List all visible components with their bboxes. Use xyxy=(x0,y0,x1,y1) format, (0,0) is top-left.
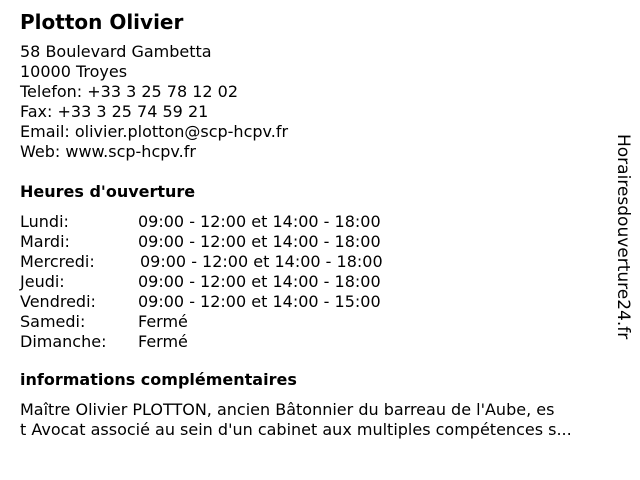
time-value: Fermé xyxy=(138,332,188,351)
address-street: 58 Boulevard Gambetta xyxy=(20,42,212,61)
hours-row-dimanche xyxy=(20,332,610,352)
time-value: Fermé xyxy=(138,312,188,331)
hours-row-lundi xyxy=(20,212,610,232)
watermark-text: Horairesdouverture24.fr xyxy=(613,134,633,340)
time-value: 09:00 - 12:00 et 14:00 - 18:00 xyxy=(138,212,381,231)
day-label: Dimanche: xyxy=(20,332,107,351)
business-name: Plotton Olivier xyxy=(20,10,184,34)
info-text-line-2: t Avocat associé au sein d'un cabinet aux multiples compétences s... xyxy=(20,420,572,439)
day-label: Samedi: xyxy=(20,312,86,331)
time-value: 09:00 - 12:00 et 14:00 - 18:00 xyxy=(138,232,381,251)
address-city: 10000 Troyes xyxy=(20,62,128,81)
contact-block xyxy=(20,42,610,162)
hours-row-vendredi xyxy=(20,292,610,312)
hours-row-jeudi xyxy=(20,272,610,292)
day-label: Jeudi: xyxy=(20,272,65,291)
hours-heading: Heures d'ouverture xyxy=(20,182,196,201)
time-value: 09:00 - 12:00 et 14:00 - 18:00 xyxy=(140,252,383,271)
info-text xyxy=(20,400,610,440)
hours-row-mardi xyxy=(20,232,610,252)
day-label: Mercredi: xyxy=(20,252,95,271)
hours-table xyxy=(20,212,610,352)
hours-row-mercredi xyxy=(20,252,610,272)
website: Web: www.scp-hcpv.fr xyxy=(20,142,196,161)
business-card xyxy=(20,10,610,440)
day-label: Vendredi: xyxy=(20,292,96,311)
time-value: 09:00 - 12:00 et 14:00 - 18:00 xyxy=(138,272,381,291)
day-label: Mardi: xyxy=(20,232,70,251)
info-heading: informations complémentaires xyxy=(20,370,297,389)
fax-number: Fax: +33 3 25 74 59 21 xyxy=(20,102,209,121)
time-value: 09:00 - 12:00 et 14:00 - 15:00 xyxy=(138,292,381,311)
info-text-line-1: Maître Olivier PLOTTON, ancien Bâtonnier du barreau de l'Aube, es xyxy=(20,400,555,419)
site-watermark xyxy=(612,134,634,344)
day-label: Lundi: xyxy=(20,212,69,231)
email-address: Email: olivier.plotton@scp-hcpv.fr xyxy=(20,122,289,141)
phone-number: Telefon: +33 3 25 78 12 02 xyxy=(20,82,239,101)
hours-row-samedi xyxy=(20,312,610,332)
